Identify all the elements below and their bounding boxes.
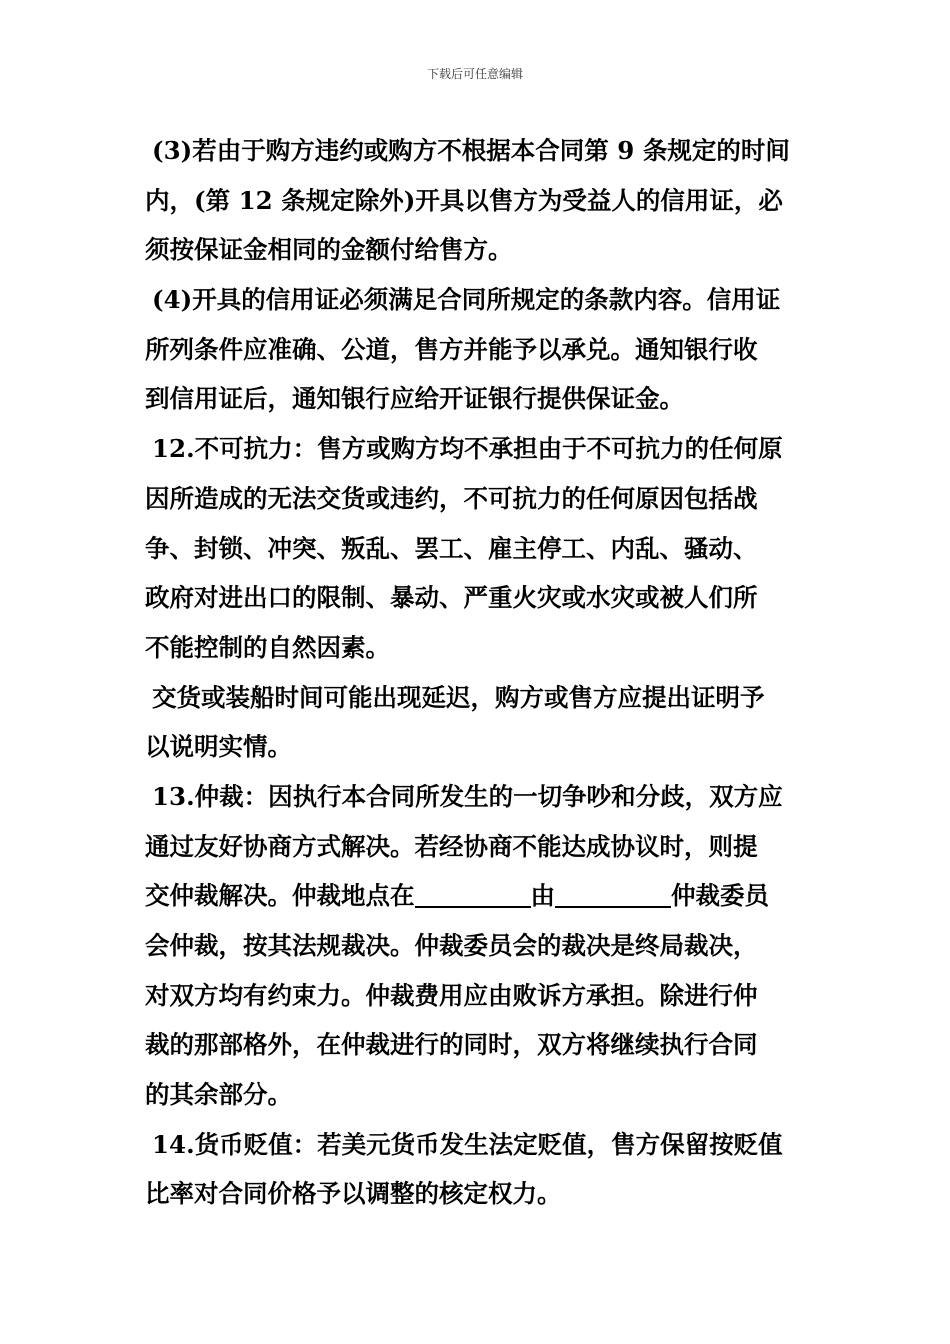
clause-12-delay-paragraph bbox=[145, 673, 807, 772]
arbitration-place-blank[interactable] bbox=[415, 880, 531, 908]
page-header bbox=[0, 66, 950, 82]
text-line: 12.不可抗力：售方或购方均不承担由于不可抗力的任何原 bbox=[152, 434, 783, 464]
text-line: 政府对进出口的限制、暴动、严重火灾或水灾或被人们所 bbox=[145, 583, 758, 613]
clause-13-paragraph bbox=[145, 772, 807, 1120]
text-line: 所列条件应准确、公道，售方并能予以承兑。通知银行收 bbox=[145, 334, 758, 364]
text-line: 到信用证后，通知银行应给开证银行提供保证金。 bbox=[145, 384, 684, 414]
text-segment: 仲裁委员 bbox=[671, 881, 769, 911]
clause-11-4-paragraph bbox=[145, 275, 807, 424]
clause-11-3-paragraph bbox=[145, 126, 807, 275]
text-segment: 交仲裁解决。仲裁地点在 bbox=[145, 881, 415, 911]
text-line: 通过友好协商方式解决。若经协商不能达成协议时，则提 bbox=[145, 831, 758, 861]
text-segment: 由 bbox=[530, 881, 555, 911]
text-line: 争、封锁、冲突、叛乱、罢工、雇主停工、内乱、骚动、 bbox=[145, 533, 758, 563]
text-line: (4)开具的信用证必须满足合同所规定的条款内容。信用证 bbox=[152, 285, 781, 315]
text-line: 内，(第 12 条规定除外)开具以售方为受益人的信用证，必 bbox=[145, 185, 783, 215]
text-line: 以说明实情。 bbox=[145, 732, 292, 762]
text-line: 的其余部分。 bbox=[145, 1080, 292, 1110]
document-body bbox=[145, 126, 807, 1219]
clause-14-paragraph bbox=[145, 1120, 807, 1219]
text-line: 交货或装船时间可能出现延迟，购方或售方应提出证明予 bbox=[152, 682, 765, 712]
text-line: 须按保证金相同的金额付给售方。 bbox=[145, 235, 513, 265]
text-line: 不能控制的自然因素。 bbox=[145, 632, 390, 662]
text-line-with-blanks bbox=[145, 871, 807, 921]
clause-12-paragraph bbox=[145, 424, 807, 672]
text-line: 13.仲裁：因执行本合同所发生的一切争吵和分歧，双方应 bbox=[152, 781, 783, 811]
text-line: 裁的那部格外，在仲裁进行的同时，双方将继续执行合同 bbox=[145, 1030, 758, 1060]
text-line: 比率对合同价格予以调整的核定权力。 bbox=[145, 1179, 562, 1209]
arbitration-body-blank[interactable] bbox=[555, 880, 671, 908]
text-line: (3)若由于购方违约或购方不根据本合同第 9 条规定的时间 bbox=[152, 136, 790, 165]
header-text: 下载后可任意编辑 bbox=[426, 67, 523, 81]
text-line: 对双方均有约束力。仲裁费用应由败诉方承担。除进行仲 bbox=[145, 980, 758, 1010]
text-line: 14.货币贬值：若美元货币发生法定贬值，售方保留按贬值 bbox=[152, 1129, 783, 1159]
text-line: 会仲裁，按其法规裁决。仲裁委员会的裁决是终局裁决， bbox=[145, 931, 758, 960]
text-line: 因所造成的无法交货或违约，不可抗力的任何原因包括战 bbox=[145, 483, 758, 513]
